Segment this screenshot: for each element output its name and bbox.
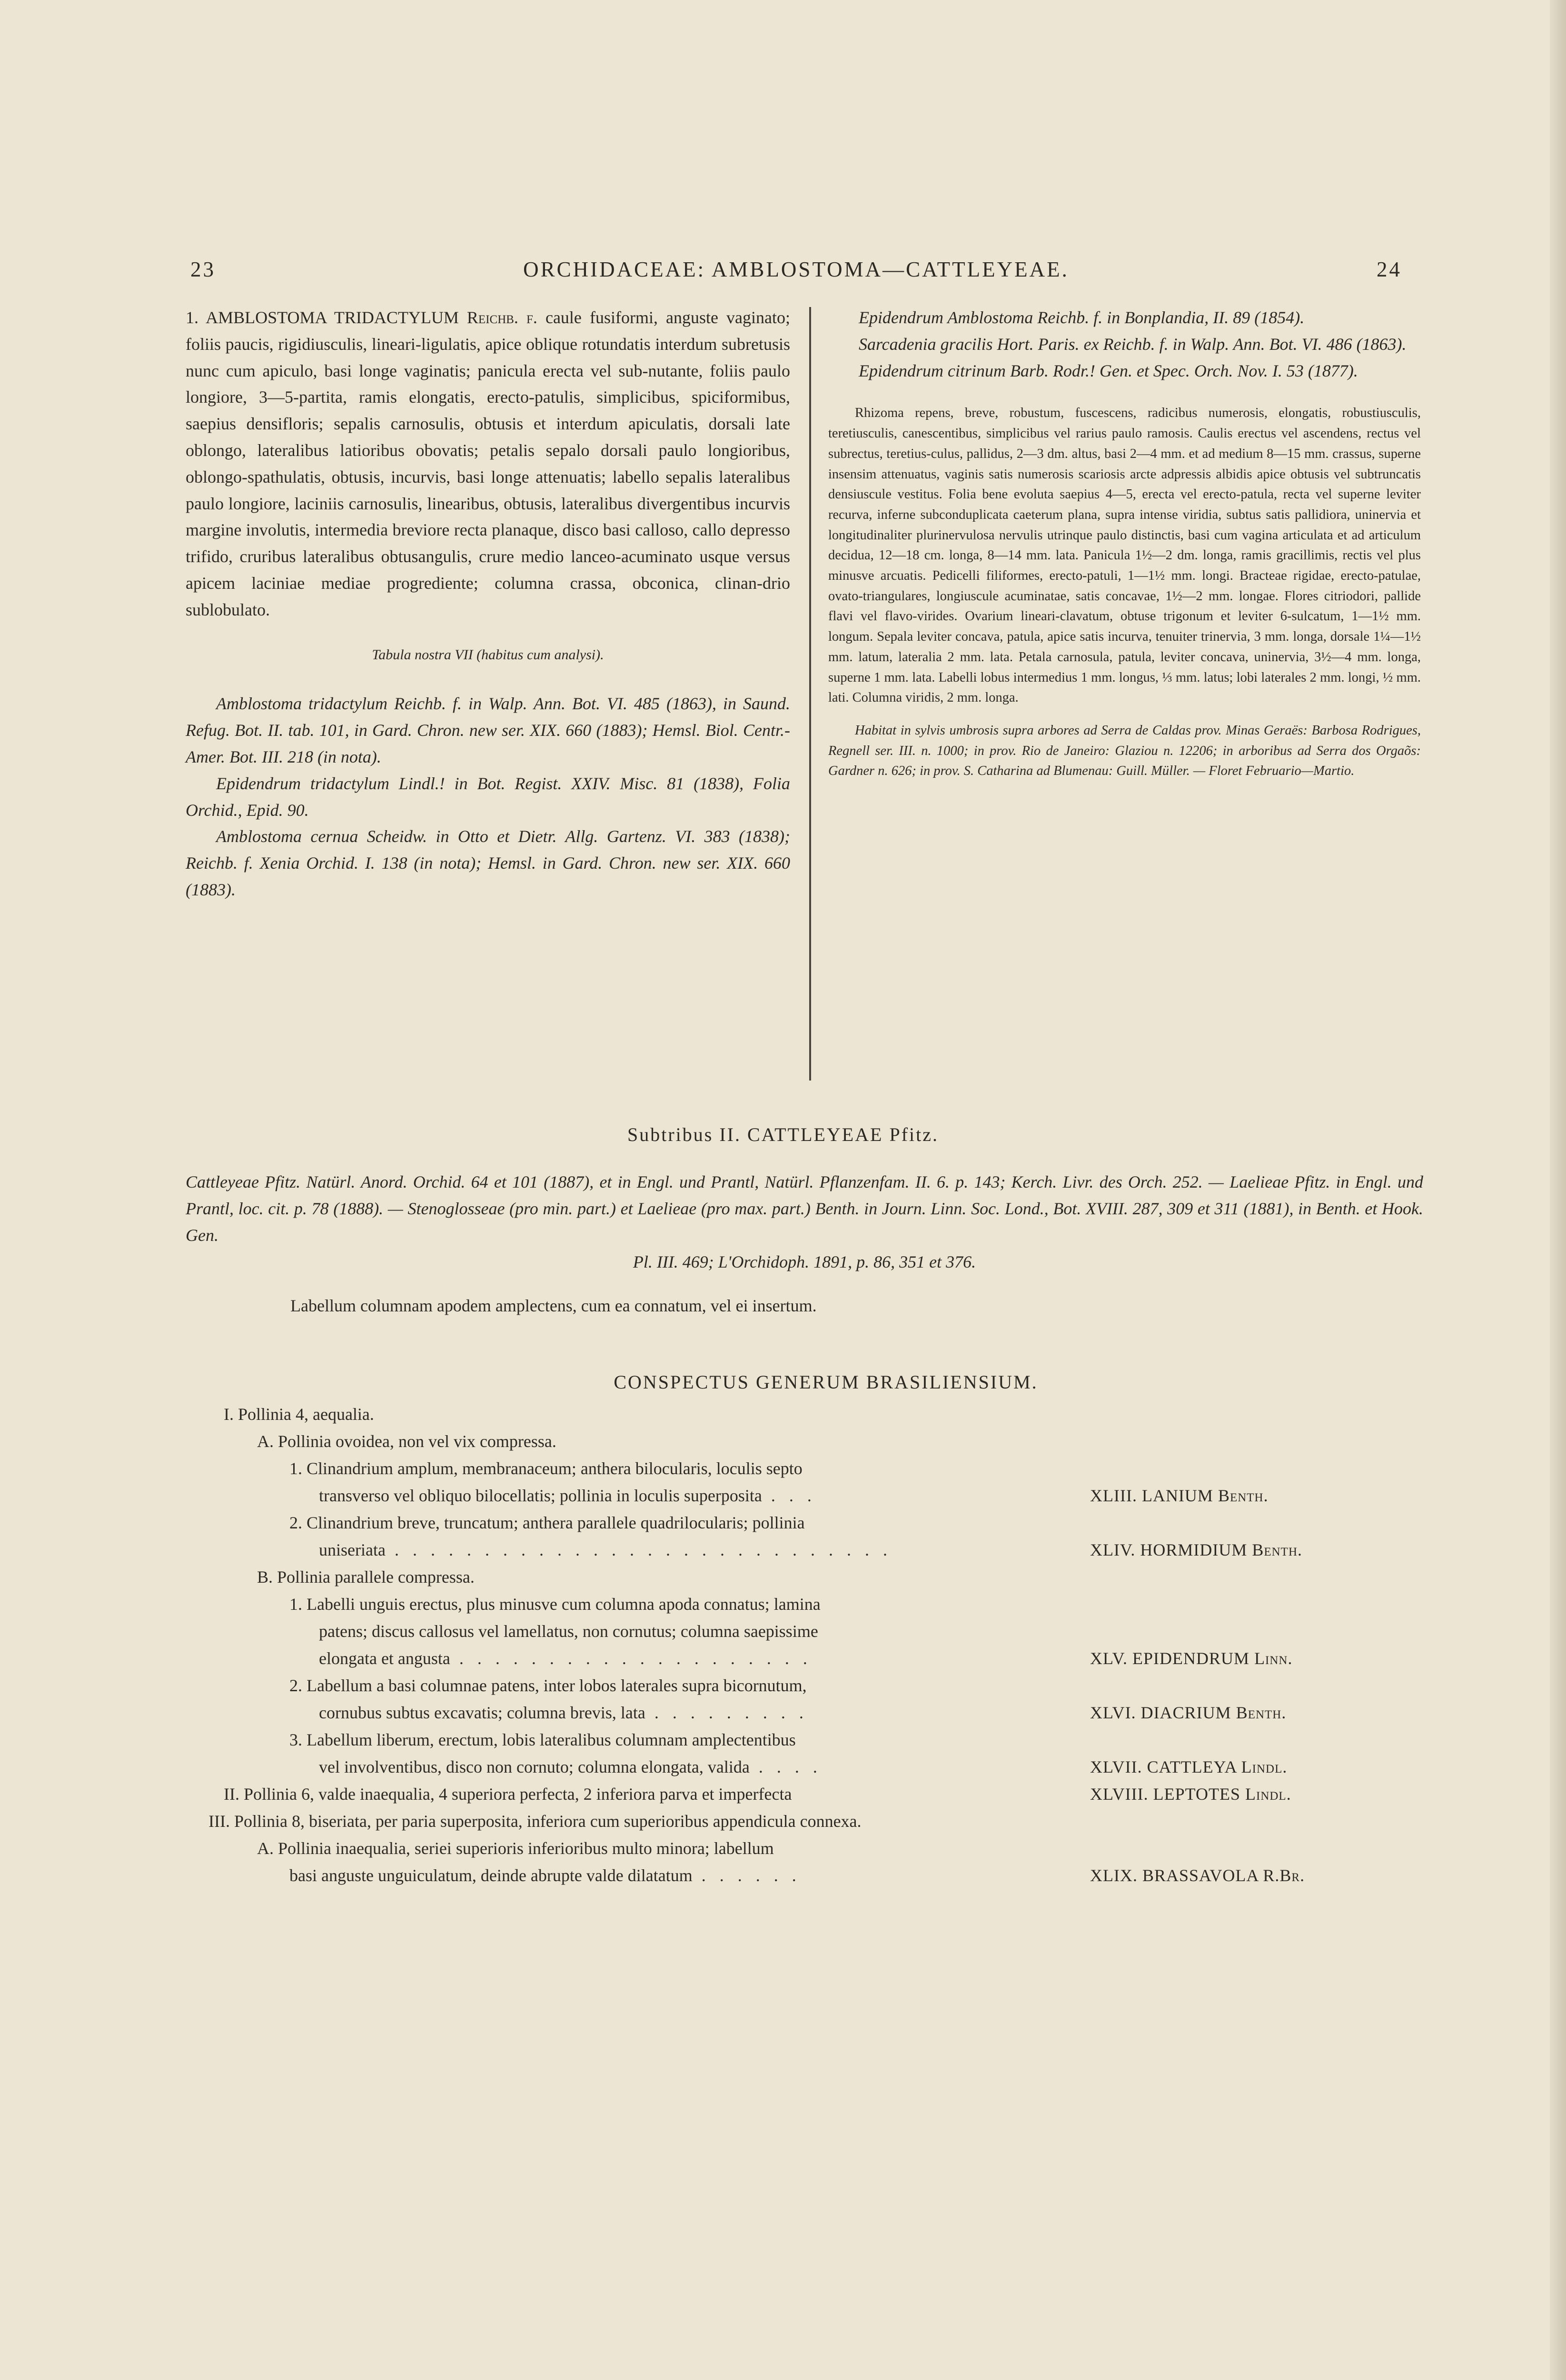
citation: Amblostoma tridactylum Reichb. f. in Walp. Ann. Bot. VI. 485 (1863), in Saund. Refug. Bot. II. tab. 101, in Gard. Chron. new ser. XIX. 660 (1883); Hemsl. Biol. Centr.-Amer. Bot. III. 218 (in nota). [186, 694, 790, 766]
key-line: 1. Labelli unguis erectus, plus minusve cum columna apoda connatus; lamina [289, 1595, 821, 1614]
key-line: basi anguste unguiculatum, deinde abrupte valde dilatatum . . . . . . [289, 1866, 801, 1885]
reference-text: Cattleyeae Pfitz. Natürl. Anord. Orchid. 64 et 101 (1887), et in Engl. und Prantl, Natürl. Pflanzenfam. II. 6. p. 143; Kerch. Livr. des Orch. 252. — Laelieae Pfitz. in Engl. und Prantl, loc. cit. p. 78 (1888). — Stenoglosseae (pro min. part.) et Laelieae (pro max. part.) Benth. in Journ. Linn. Soc. Lond., Bot. XVIII. 287, 309 et 311 (1881), in Benth. et Hook. Gen. [186, 1172, 1423, 1245]
key-line: elongata et angusta . . . . . . . . . . . . . . . . . . . . [319, 1649, 812, 1668]
genus-entry: XLV. EPIDENDRUM Linn. [1090, 1649, 1293, 1668]
citation: Epidendrum tridactylum Lindl.! in Bot. Regist. XXIV. Misc. 81 (1838), Folia Orchid., Epid. 90. [186, 774, 790, 820]
genus-entry: XLVII. CATTLEYA Lindl. [1090, 1757, 1288, 1776]
morphology-description: Rhizoma repens, breve, robustum, fuscescens, radicibus numerosis, elongatis, robustiusculis, teretiusculis, canescentibus, simplicibus vel rarius paulo ramosis. Caulis erectus vel ascendens, rectus vel subrectus, teretius-culus, pallidus, 2—3 dm. altus, basi 2—4 mm. et ad medium 8—15 mm. crassus, superne insensim attenuatus, vaginis satis numerosis scariosis arcte adpressis albidis apice obtusis vel subtruncatis densiuscule vestitus. Folia bene evoluta saepius 4—5, erecta vel erecto-patula, recta vel superne leviter recurva, inferne subconduplicata caeterum plana, supra intense viridia, subtus satis pallidiora, uninervia et longitudinaliter plurinervulosa nervulis utrinque paulo distinctis, basi cum vagina articulata et ad articulum decidua, 12—18 cm. longa, 8—14 mm. lata. Panicula 1½—2 dm. longa, ramis gracillimis, rectis vel plus minusve arcuatis. Pedicelli filiformes, erecto-patuli, 1—1½ mm. longi. Bracteae rigidae, erecto-patulae, ovato-triangulares, longiuscule acuminatae, satis concavae, 1½—2 mm. longae. Flores citriodori, pallide flavi vel flavo-virides. Ovarium lineari-clavatum, obtuse trigonum et leviter 6-sulcatum, 1—1½ mm. longum. Sepala leviter concava, patula, apice satis incurva, tenuiter trinervia, 3 mm. longa, dorsale 1¼—1½ mm. latum, lateralia 2 mm. lata. Petala carnosula, patula, leviter concava, uninervia, 3½—4 mm. longa, superne 1 mm. lata. Labelli lobus intermedius 1 mm. longus, ⅓ mm. latus; lobi laterales 2 mm. longi, ½ mm. lati. Columna viridis, 2 mm. longa. [828, 406, 1421, 705]
citation: Epidendrum citrinum Barb. Rodr.! Gen. et Spec. Orch. Nov. I. 53 (1877). [859, 361, 1358, 380]
key-line: I. Pollinia 4, aequalia. [224, 1405, 374, 1424]
genus-entry: XLVI. DIACRIUM Benth. [1090, 1703, 1287, 1722]
reference-text: Pl. III. 469; L'Orchidoph. 1891, p. 86, 351 et 376. [633, 1252, 976, 1271]
key-line: 2. Clinandrium breve, truncatum; anthera parallele quadrilocularis; pollinia [289, 1513, 805, 1532]
key-line: A. Pollinia inaequalia, seriei superioris inferioribus multo minora; labellum [257, 1839, 774, 1858]
plate-reference: Tabula nostra VII (habitus cum analysi). [372, 646, 604, 663]
citation: Epidendrum Amblostoma Reichb. f. in Bonplandia, II. 89 (1854). [859, 308, 1305, 327]
page-number-left: 23 [190, 258, 216, 281]
subtribus-diagnosis: Labellum columnam apodem amplectens, cum ea connatum, vel ei insertum. [290, 1296, 817, 1315]
key-line: 2. Labellum a basi columnae patens, inter lobos laterales supra bicornutum, [289, 1676, 807, 1695]
key-line: vel involventibus, disco non cornuto; columna elongata, valida . . . . [319, 1757, 822, 1776]
conspectus-heading: CONSPECTUS GENERUM BRASILIENSIUM. [614, 1371, 1038, 1393]
key-line: 1. Clinandrium amplum, membranaceum; anthera bilocularis, loculis septo [289, 1459, 803, 1478]
key-line: A. Pollinia ovoidea, non vel vix compressa. [257, 1432, 556, 1451]
genus-entry: XLVIII. LEPTOTES Lindl. [1090, 1785, 1291, 1804]
page-number-right: 24 [1377, 258, 1402, 281]
running-title: ORCHIDACEAE: AMBLOSTOMA—CATTLEYEAE. [523, 258, 1069, 281]
key-line: II. Pollinia 6, valde inaequalia, 4 superiora perfecta, 2 inferiora parva et imperfecta [224, 1785, 792, 1804]
key-line: transverso vel obliquo bilocellatis; pollinia in loculis superposita . . . [319, 1486, 816, 1505]
genus-entry: XLIII. LANIUM Benth. [1090, 1486, 1269, 1505]
citation: Sarcadenia gracilis Hort. Paris. ex Reichb. f. in Walp. Ann. Bot. VI. 486 (1863). [859, 334, 1407, 354]
citation: Amblostoma cernua Scheidw. in Otto et Dietr. Allg. Gartenz. VI. 383 (1838); Reichb. f. Xenia Orchid. I. 138 (in nota); Hemsl. in Gard. Chron. new ser. XIX. 660 (1883). [186, 827, 790, 899]
species-description: 1. AMBLOSTOMA TRIDACTYLUM Reichb. f. caule fusiformi, anguste vaginato; foliis paucis, rigidiusculis, lineari-ligulatis, apice oblique rotundatis interdum subretusis nunc cum apiculo, basi longe vaginatis; panicula erecta vel sub-nutante, foliis paulo longiore, 3—5-partita, ramis elongatis, erecto-patulis, simplicibus, spiciformibus, saepius densifloris; sepalis carnosulis, obtusis et interdum apiculatis, dorsali late oblongo, lateralibus latioribus obovatis; petalis sepalo dorsali paulo longioribus, oblongo-spathulatis, obtusis, incurvis, basi longe attenuatis; labello sepalis lateralibus paulo longiore, laciniis carnosulis, linearibus, obtusis, lateralibus divergentibus incurvis margine involutis, intermedia breviore recta planaque, disco basi calloso, callo depresso trifido, cruribus lateralibus obtusangulis, crure medio lanceo-acuminato usque versus apicem laciniae mediae progrediente; columna crassa, obconica, clinan-drio sublobulato. [186, 308, 790, 619]
key-line: uniseriata . . . . . . . . . . . . . . . . . . . . . . . . . . . . [319, 1540, 892, 1559]
key-line: B. Pollinia parallele compressa. [257, 1567, 475, 1587]
key-line: III. Pollinia 8, biseriata, per paria superposita, inferiora cum superioribus appendicula connexa. [208, 1812, 862, 1831]
key-line: cornubus subtus excavatis; columna brevis, lata . . . . . . . . . [319, 1703, 808, 1722]
genus-entry: XLIX. BRASSAVOLA R.Br. [1090, 1866, 1305, 1885]
habitat-paragraph: Habitat in sylvis umbrosis supra arbores ad Serra de Caldas prov. Minas Geraës: Barbosa Rodrigues, Regnell ser. III. n. 1000; in prov. Rio de Janeiro: Glaziou n. 12206; in arboribus ad Serra dos Orgaõs: Gardner n. 626; in prov. S. Catharina ad Blumenau: Guill. Müller. — Floret Februario—Martio. [828, 723, 1421, 779]
genus-entry: XLIV. HORMIDIUM Benth. [1090, 1540, 1303, 1559]
subtribus-heading: Subtribus II. CATTLEYEAE Pfitz. [627, 1124, 939, 1145]
key-line: 3. Labellum liberum, erectum, lobis lateralibus columnam amplectentibus [289, 1730, 796, 1749]
key-line: patens; discus callosus vel lamellatus, non cornutus; columna saepissime [319, 1622, 818, 1641]
